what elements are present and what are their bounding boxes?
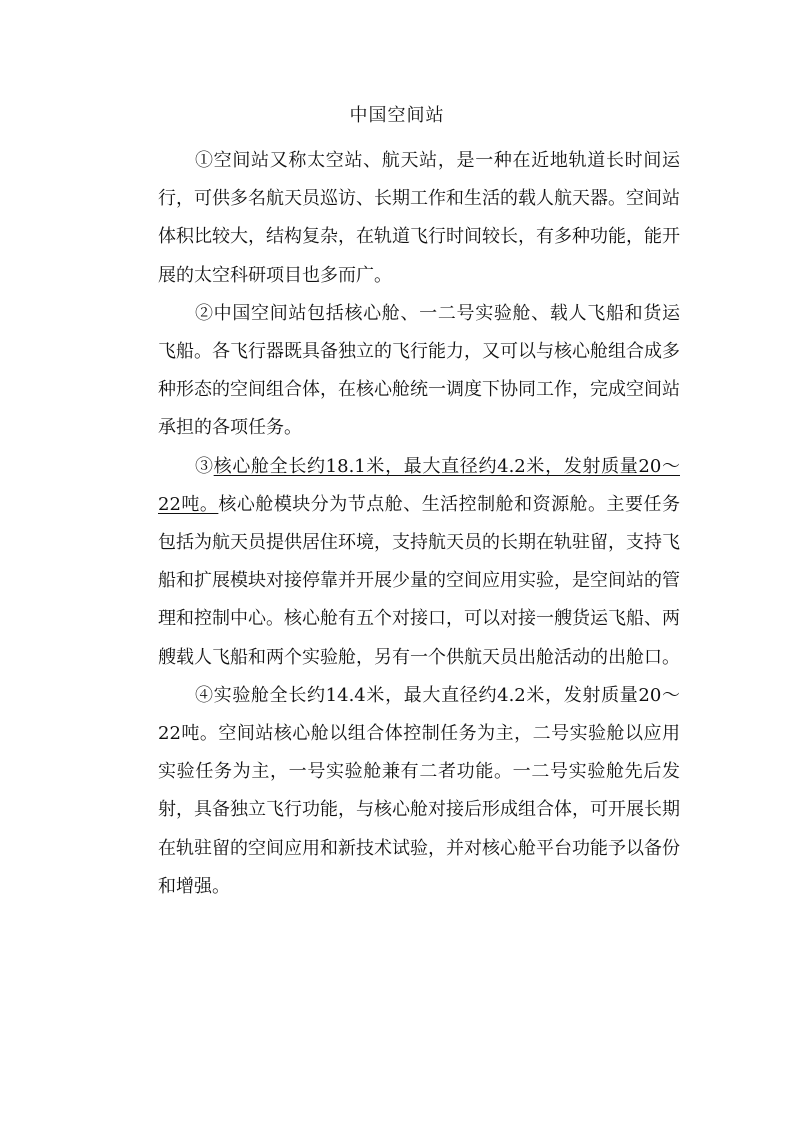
paragraph-1: ①空间站又称太空站、航天站，是一种在近地轨道长时间运行，可供多名航天员巡访、长期工作和生活的载人航天器。空间站体积比较大，结构复杂，在轨道飞行时间较长，有多种功能，能开展的太空科研项目也多而广。 (158, 150, 680, 286)
paragraph-3-body: 核心舱模块分为节点舱、生活控制舱和资源舱。主要任务包括为航天员提供居住环境，支持航天员的长期在轨驻留，支持飞船和扩展模块对接停靠并开展少量的空间应用实验，是空间站的管理和控制中心。核心舱有五个对接口，可以对接一艘货运飞船、两艘载人飞船和两个实验舱，另有一个供航天员出舱活动的出舱口。 (158, 493, 680, 668)
paragraph-4: ④实验舱全长约14.4米，最大直径约4.2米，发射质量20～22吨。空间站核心舱以组合体控制任务为主，二号实验舱以应用实验任务为主，一号实验舱兼有二者功能。一二号实验舱先后发射，具备独立飞行功能，与核心舱对接后形成组合体，可开展长期在轨驻留的空间应用和新技术试验，并对核心舱平台功能予以备份和增强。 (158, 684, 680, 897)
paragraph-2: ②中国空间站包括核心舱、一二号实验舱、载人飞船和货运飞船。各飞行器既具备独立的飞行能力，又可以与核心舱组合成多种形态的空间组合体，在核心舱统一调度下协同工作，完成空间站承担的各项任务。 (158, 302, 680, 439)
paragraph-3 (158, 448, 680, 677)
document-title: 中国空间站 (349, 105, 445, 126)
document-body (158, 142, 680, 906)
paragraph-3-underlined-sentence: 核心舱全长约18.1米，最大直径约4.2米，发射质量20～22吨。 (158, 455, 680, 515)
paragraph-3-marker: ③ (195, 455, 214, 477)
